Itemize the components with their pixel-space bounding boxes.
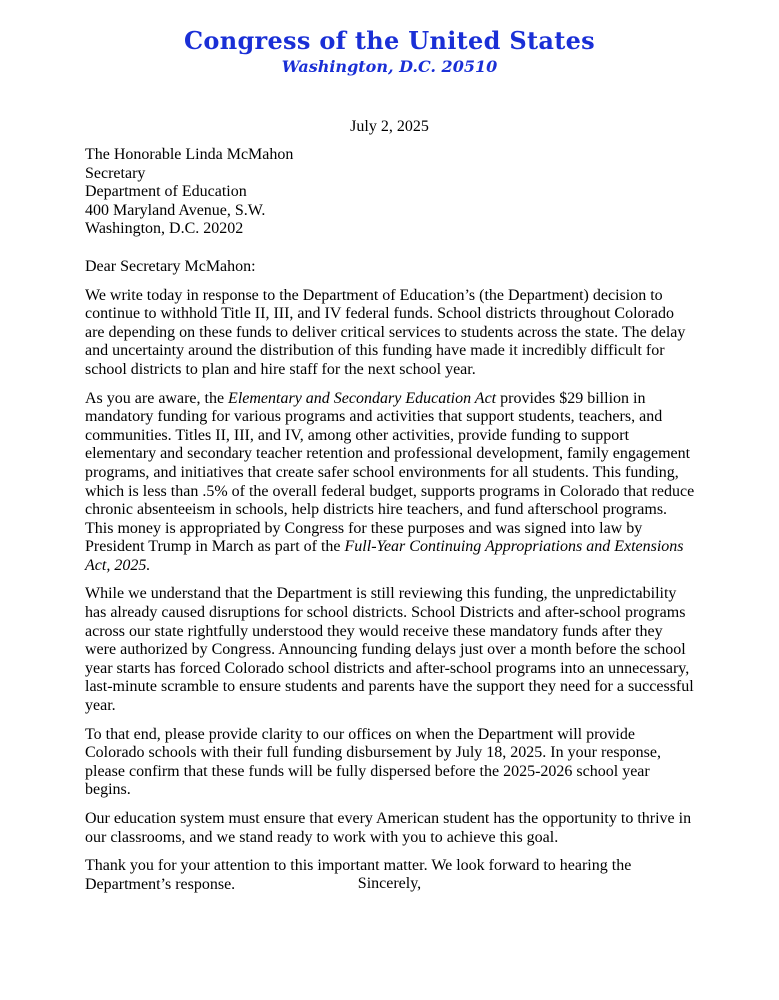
act-title: Elementary and Secondary Education Act: [228, 389, 497, 407]
letterhead: [0, 26, 779, 78]
paragraph-3: While we understand that the Department is still reviewing this funding, the unpredictability has already caused disruptions for school districts. School Districts and after-school programs across our state rightfully understood they would receive these mandatory funds after they were authorized by Congress. Announcing funding delays just over a month before the school year starts has forced Colorado school districts and after-school programs into an unnecessary, last-minute scramble to ensure students and parents have the support they need for a successful year.: [85, 585, 694, 715]
letter-date: July 2, 2025: [350, 118, 429, 135]
recipient-title: Secretary: [85, 164, 146, 182]
recipient-name: The Honorable Linda McMahon: [85, 146, 294, 163]
letter-body: [85, 146, 695, 894]
salutation: Dear Secretary McMahon:: [85, 257, 256, 275]
recipient-city: Washington, D.C. 20202: [85, 220, 244, 238]
letterhead-city: Washington, D.C. 20510: [281, 57, 498, 76]
paragraph-5: Our education system must ensure that every American student has the opportunity to thrive in our classrooms, and we stand ready to work with you to achieve this goal.: [85, 810, 692, 846]
recipient-department: Department of Education: [85, 183, 247, 201]
act-title-2: Full-Year Continuing Appropriations and Extensions Act, 2025.: [85, 538, 684, 574]
recipient-street: 400 Maryland Avenue, S.W.: [85, 201, 266, 219]
paragraph-4: To that end, please provide clarity to our offices on when the Department will provide Colorado schools with their full funding disbursement by July 18, 2025. In your response, please confirm that these funds will be fully dispersed before the 2025-2026 school year begins.: [85, 725, 661, 799]
paragraph-6: Thank you for your attention to this important matter. We look forward to hearing the Department’s response.: [85, 857, 632, 893]
closing: Sincerely,: [357, 875, 422, 892]
recipient-address: [85, 146, 695, 239]
paragraph-1: We write today in response to the Department of Education’s (the Department) decision to continue to withhold Title II, III, and IV federal funds. School districts throughout Colorado are depending on these funds to deliver critical services to students across the state. The delay and uncertainty around the distribution of this funding have made it incredibly difficult for school districts to plan and hire staff for the next school year.: [85, 286, 686, 378]
paragraph-2-text-a: As you are aware, the: [85, 389, 229, 407]
paragraph-2-text-b: provides $29 billion in mandatory funding for various programs and activities that support students, teachers, and communities. Titles II, III, and IV, among other activities, provide funding to support elementary and secondary teacher retention and professional development, family engagement programs, and initiatives that create safer school environments for all students. This funding, which is less than .5% of the overall federal budget, supports programs in Colorado that reduce chronic absenteeism in schools, help districts hire teachers, and fund afterschool programs. This money is appropriated by Congress for these purposes and was signed into law by President Trump in March as part of the: [85, 389, 695, 556]
paragraph-2: [85, 390, 695, 576]
letterhead-title: Congress of the United States: [183, 26, 595, 55]
